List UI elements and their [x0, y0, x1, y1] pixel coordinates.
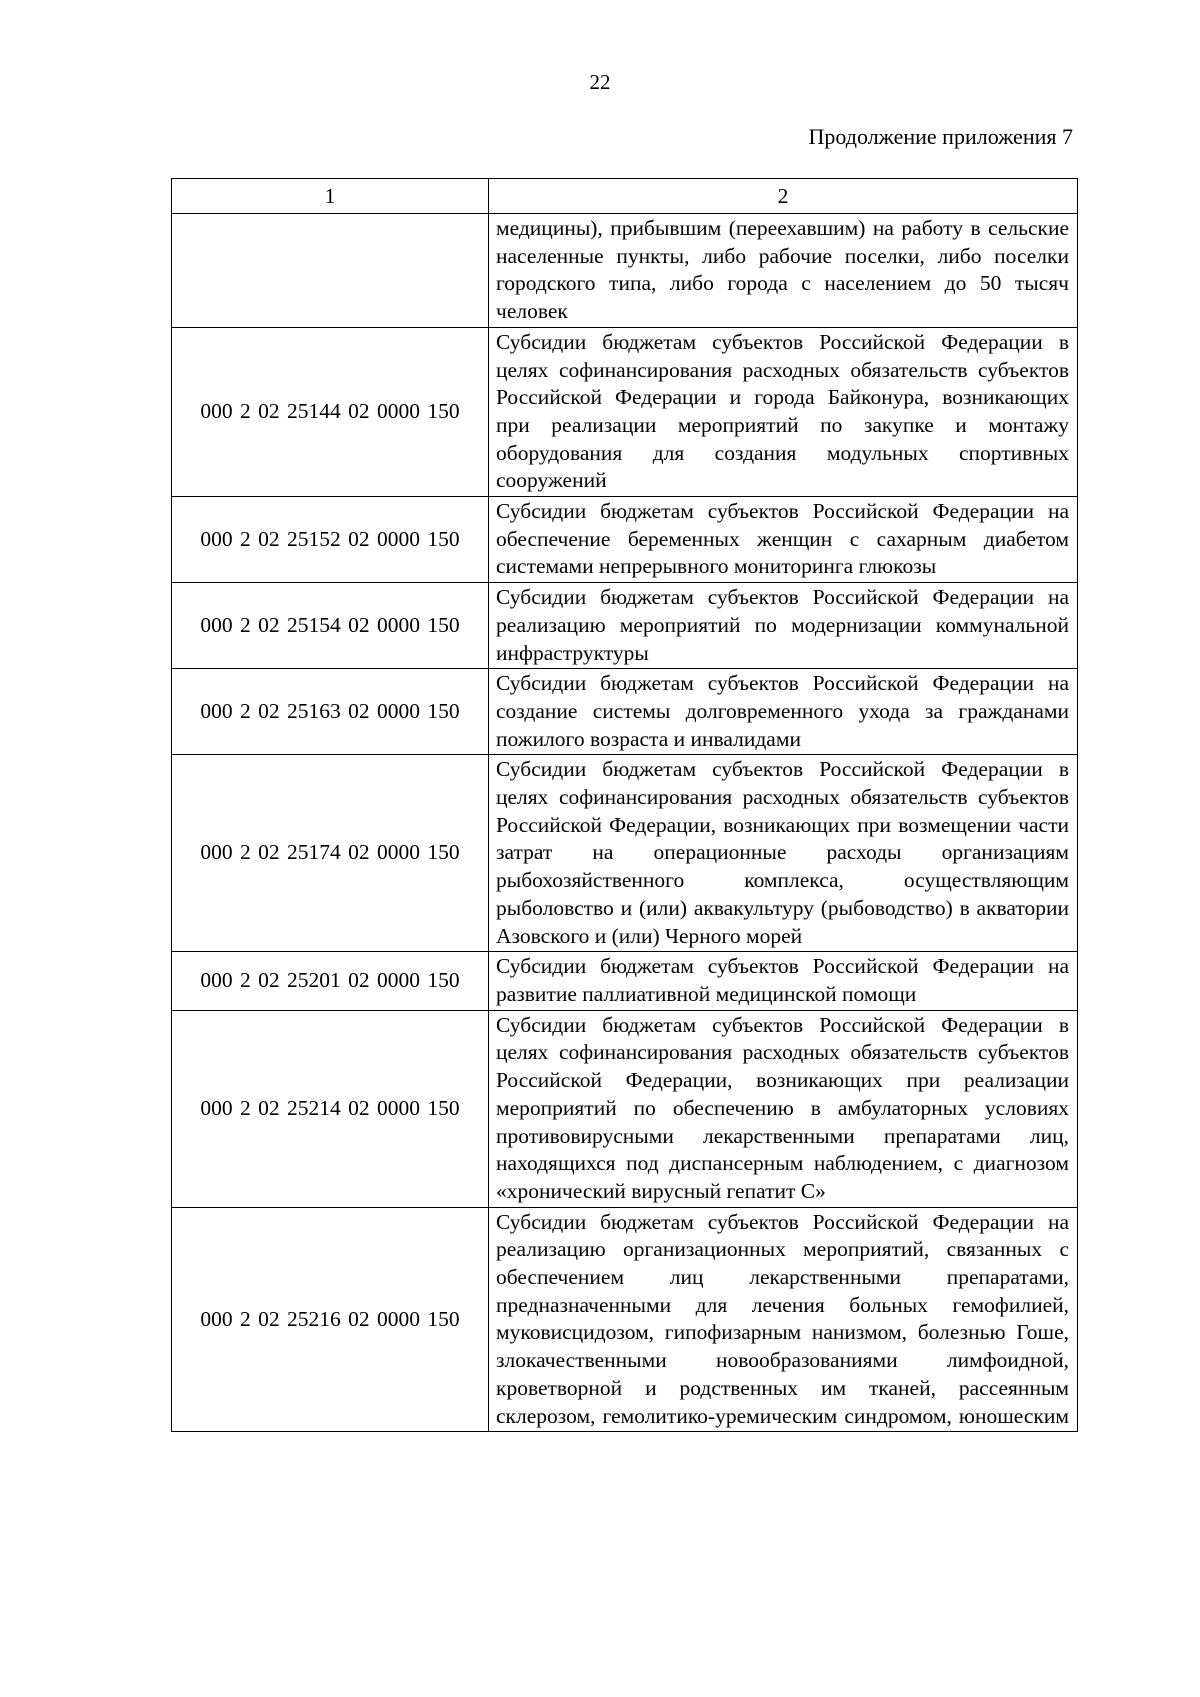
description-cell: Субсидии бюджетам субъектов Российской Федерации в целях софинансирования расходных обязательств субъектов Российской Федерации, возникающих при возмещении части затрат на операционные расходы организациям рыбохозяйственного комплекса, осуществляющим рыболовство и (или) аквакультуру (рыбоводство) в акватории Азовского и (или) Черного морей: [489, 755, 1078, 952]
table-row: [172, 755, 1078, 952]
table-row: [172, 327, 1078, 496]
code-cell: 000 2 02 25154 02 0000 150: [172, 583, 489, 669]
table-row: [172, 1010, 1078, 1207]
appendix-continuation-note: Продолжение приложения 7: [808, 124, 1073, 149]
table-row: [172, 1207, 1078, 1432]
table-row: [172, 669, 1078, 755]
page-number: 22: [589, 70, 611, 94]
description-cell: Субсидии бюджетам субъектов Российской Федерации в целях софинансирования расходных обязательств субъектов Российской Федерации и города Байконура, возникающих при реализации мероприятий по закупке и монтажу оборудования для создания модульных спортивных сооружений: [489, 327, 1078, 496]
code-cell: 000 2 02 25174 02 0000 150: [172, 755, 489, 952]
table-header-row: [172, 179, 1078, 214]
table-row: [172, 952, 1078, 1010]
description-cell: Субсидии бюджетам субъектов Российской Федерации на реализацию мероприятий по модернизации коммунальной инфраструктуры: [489, 583, 1078, 669]
code-cell: 000 2 02 25201 02 0000 150: [172, 952, 489, 1010]
code-cell: 000 2 02 25216 02 0000 150: [172, 1207, 489, 1432]
description-cell: Субсидии бюджетам субъектов Российской Федерации на обеспечение беременных женщин с сахарным диабетом системами непрерывного мониторинга глюкозы: [489, 497, 1078, 583]
table-row: [172, 583, 1078, 669]
table-row: [172, 497, 1078, 583]
code-cell: 000 2 02 25214 02 0000 150: [172, 1010, 489, 1207]
description-cell: Субсидии бюджетам субъектов Российской Федерации на реализацию организационных мероприятий, связанных с обеспечением лиц лекарственными препаратами, предназначенными для лечения больных гемофилией, муковисцидозом, гипофизарным нанизмом, болезнью Гоше, злокачественными новообразованиями лимфоидной, кроветворной и родственных им тканей, рассеянным склерозом, гемолитико-уремическим синдромом, юношеским: [489, 1207, 1078, 1432]
column-header-1: 1: [172, 179, 489, 214]
code-cell: 000 2 02 25152 02 0000 150: [172, 497, 489, 583]
table-row: [172, 214, 1078, 328]
code-cell: 000 2 02 25163 02 0000 150: [172, 669, 489, 755]
description-cell: Субсидии бюджетам субъектов Российской Федерации на развитие паллиативной медицинской помощи: [489, 952, 1078, 1010]
code-cell: 000 2 02 25144 02 0000 150: [172, 327, 489, 496]
budget-codes-table: [171, 178, 1078, 1432]
column-header-2: 2: [489, 179, 1078, 214]
description-cell: Субсидии бюджетам субъектов Российской Федерации на создание системы долговременного ухода за гражданами пожилого возраста и инвалидами: [489, 669, 1078, 755]
description-cell: медицины), прибывшим (переехавшим) на работу в сельские населенные пункты, либо рабочие поселки, либо поселки городского типа, либо города с населением до 50 тысяч человек: [489, 214, 1078, 328]
code-cell: [172, 214, 489, 328]
description-cell: Субсидии бюджетам субъектов Российской Федерации в целях софинансирования расходных обязательств субъектов Российской Федерации, возникающих при реализации мероприятий по обеспечению в амбулаторных условиях противовирусными лекарственными препаратами лиц, находящихся под диспансерным наблюдением, с диагнозом «хронический вирусный гепатит С»: [489, 1010, 1078, 1207]
